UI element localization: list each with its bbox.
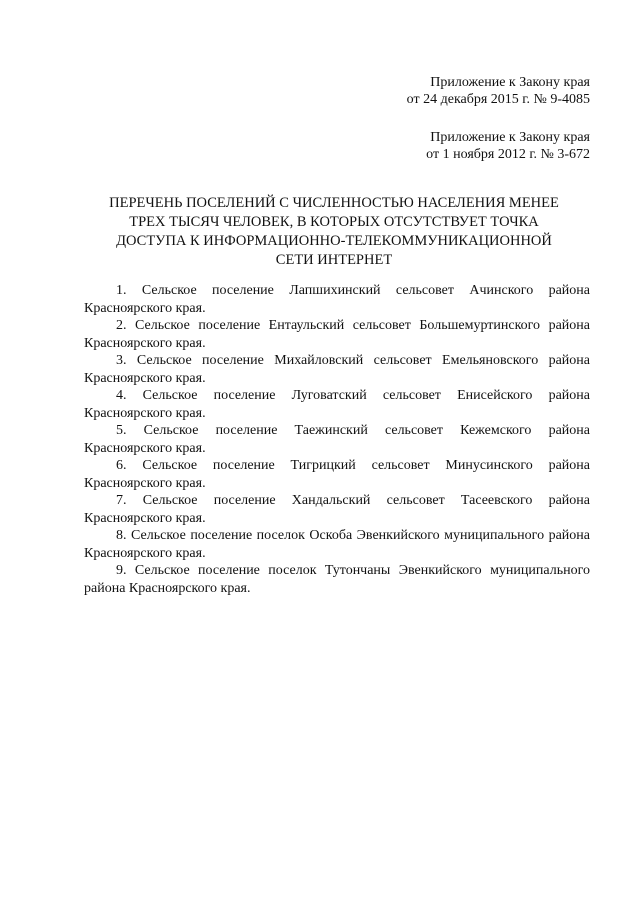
- title-line2: ТРЕХ ТЫСЯЧ ЧЕЛОВЕК, В КОТОРЫХ ОТСУТСТВУЕТ ТОЧКА: [129, 214, 539, 230]
- appendix-current-line1: Приложение к Закону края: [430, 75, 590, 90]
- list-item: 8. Сельское поселение поселок Оскоба Эвенкийского муниципального района Красноярского края.: [84, 528, 590, 561]
- appendix-original-line2: от 1 ноября 2012 г. № 3-672: [426, 147, 590, 162]
- list-item: 5. Сельское поселение Таежинский сельсовет Кежемского района Красноярского края.: [84, 423, 590, 456]
- title-line3: ДОСТУПА К ИНФОРМАЦИОННО-ТЕЛЕКОММУНИКАЦИОННОЙ: [116, 233, 552, 249]
- appendix-current-line2: от 24 декабря 2015 г. № 9-4085: [406, 92, 590, 107]
- list-item: 3. Сельское поселение Михайловский сельсовет Емельяновского района Красноярского края.: [84, 353, 590, 386]
- list-item: 2. Сельское поселение Ентаульский сельсовет Большемуртинского района Красноярского края.: [84, 318, 590, 351]
- appendix-original-reference: [426, 129, 590, 163]
- document-title: [78, 194, 590, 270]
- list-item: 4. Сельское поселение Луговатский сельсовет Енисейского района Красноярского края.: [84, 388, 590, 421]
- title-line4: СЕТИ ИНТЕРНЕТ: [275, 252, 393, 268]
- settlements-list: [84, 282, 590, 597]
- appendix-original-line1: Приложение к Закону края: [430, 130, 590, 145]
- appendix-current-reference: [407, 74, 590, 108]
- title-line1: ПЕРЕЧЕНЬ ПОСЕЛЕНИЙ С ЧИСЛЕННОСТЬЮ НАСЕЛЕНИЯ МЕНЕЕ: [109, 195, 559, 211]
- list-item: 1. Сельское поселение Лапшихинский сельсовет Ачинского района Красноярского края.: [84, 283, 590, 316]
- list-item: 9. Сельское поселение поселок Тутончаны Эвенкийского муниципального района Красноярского края.: [84, 563, 590, 596]
- list-item: 7. Сельское поселение Хандальский сельсовет Тасеевского района Красноярского края.: [84, 493, 590, 526]
- list-item: 6. Сельское поселение Тигрицкий сельсовет Минусинского района Красноярского края.: [84, 458, 590, 491]
